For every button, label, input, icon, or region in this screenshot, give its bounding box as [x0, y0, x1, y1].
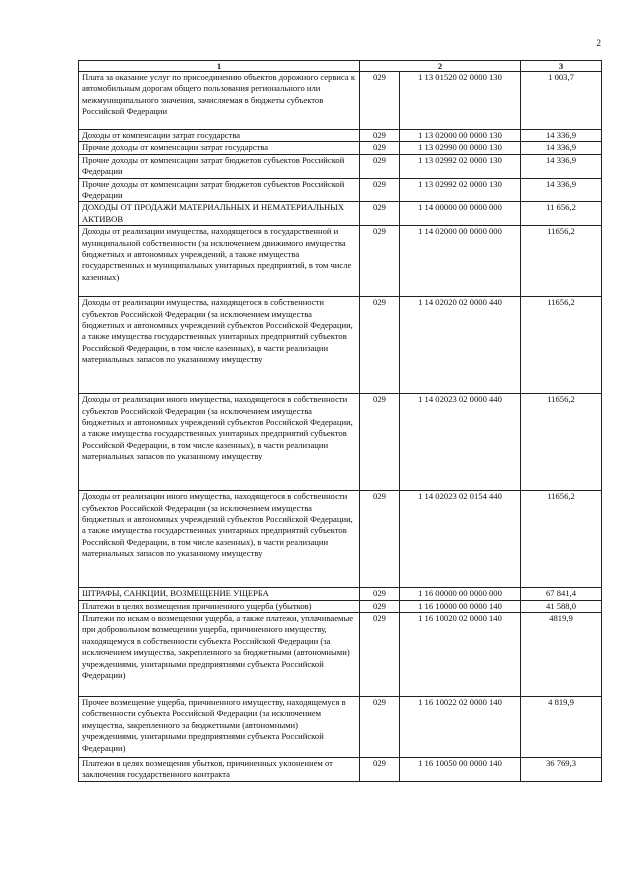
cell-name: Доходы от реализации иного имущества, находящегося в собственности субъектов Российской Федерации (за исключением имущества бюджетных и автономных учреждений субъектов Российской Федерации, а также имущества государственных унитарных предприятий субъектов Российской Федерации, в том числе казенных), в части реализации материальных запасов по указанному имуществу [79, 491, 360, 588]
cell-amount: 14 336,9 [521, 178, 602, 202]
cell-budget-code: 1 16 10022 02 0000 140 [400, 697, 521, 758]
cell-amount: 11656,2 [521, 297, 602, 394]
cell-amount: 11656,2 [521, 491, 602, 588]
cell-budget-code: 1 13 02000 00 0000 130 [400, 130, 521, 142]
cell-budget-code: 1 16 10020 02 0000 140 [400, 613, 521, 697]
cell-amount: 11656,2 [521, 226, 602, 297]
cell-name: ДОХОДЫ ОТ ПРОДАЖИ МАТЕРИАЛЬНЫХ И НЕМАТЕРИАЛЬНЫХ АКТИВОВ [79, 202, 360, 226]
cell-amount: 4 819,9 [521, 697, 602, 758]
cell-amount: 36 769,3 [521, 758, 602, 782]
cell-budget-code: 1 14 02000 00 0000 000 [400, 226, 521, 297]
table-row [79, 142, 602, 154]
table-row [79, 697, 602, 758]
cell-name: Платежи в целях возмещения убытков, причиненных уклонением от заключения государственного контракта [79, 758, 360, 782]
cell-budget-code: 1 13 02992 02 0000 130 [400, 154, 521, 178]
table-header-row [79, 61, 602, 72]
table-row [79, 613, 602, 697]
cell-budget-code: 1 13 01520 02 0000 130 [400, 72, 521, 130]
cell-admin-code: 029 [360, 297, 400, 394]
cell-budget-code: 1 13 02990 00 0000 130 [400, 142, 521, 154]
cell-amount: 4819,9 [521, 613, 602, 697]
cell-amount: 41 588,0 [521, 600, 602, 612]
cell-name: Прочие доходы от компенсации затрат государства [79, 142, 360, 154]
cell-name: Плата за оказание услуг по присоединению объектов дорожного сервиса к автомобильным дорогам общего пользования регионального или межмуниципального значения, зачисляемая в бюджеты субъектов Российской Федерации [79, 72, 360, 130]
cell-amount: 11 656,2 [521, 202, 602, 226]
cell-admin-code: 029 [360, 130, 400, 142]
cell-name: Платежи по искам о возмещении ущерба, а также платежи, уплачиваемые при добровольном возмещении ущерба, причиненного имуществу, находящемуся в собственности субъекта Российской Федерации (за исключением имущества, закрепленного за бюджетными (автономными) учреждениями, унитарными предприятиями субъекта Российской Федерации) [79, 613, 360, 697]
cell-amount: 1 003,7 [521, 72, 602, 130]
table-row [79, 600, 602, 612]
table-body [79, 72, 602, 782]
cell-name: Доходы от реализации иного имущества, находящегося в собственности субъектов Российской Федерации (за исключением имущества бюджетных и автономных учреждений субъектов Российской Федерации, а также имущества государственных унитарных предприятий субъектов Российской Федерации, в том числе казенных), в части реализации материальных запасов по указанному имуществу [79, 394, 360, 491]
table-row [79, 72, 602, 130]
cell-budget-code: 1 14 02023 02 0154 440 [400, 491, 521, 588]
cell-admin-code: 029 [360, 178, 400, 202]
cell-admin-code: 029 [360, 588, 400, 600]
cell-budget-code: 1 14 00000 00 0000 000 [400, 202, 521, 226]
cell-admin-code: 029 [360, 142, 400, 154]
cell-amount: 11656,2 [521, 394, 602, 491]
cell-budget-code: 1 14 02023 02 0000 440 [400, 394, 521, 491]
revenue-table [78, 60, 602, 782]
cell-admin-code: 029 [360, 72, 400, 130]
cell-name: Прочие доходы от компенсации затрат бюджетов субъектов Российской Федерации [79, 178, 360, 202]
cell-name: Платежи в целях возмещения причиненного ущерба (убытков) [79, 600, 360, 612]
cell-name: Прочие доходы от компенсации затрат бюджетов субъектов Российской Федерации [79, 154, 360, 178]
cell-admin-code: 029 [360, 226, 400, 297]
table-row [79, 297, 602, 394]
header-col-3: 3 [521, 61, 602, 72]
cell-amount: 14 336,9 [521, 130, 602, 142]
cell-name: ШТРАФЫ, САНКЦИИ, ВОЗМЕЩЕНИЕ УЩЕРБА [79, 588, 360, 600]
cell-name: Доходы от реализации имущества, находящегося в государственной и муниципальной собственности (за исключением движимого имущества бюджетных и автономных учреждений, а также имущества государственных и муниципальных унитарных предприятий, в том числе казенных) [79, 226, 360, 297]
cell-amount: 14 336,9 [521, 154, 602, 178]
table-row [79, 394, 602, 491]
cell-amount: 14 336,9 [521, 142, 602, 154]
cell-admin-code: 029 [360, 394, 400, 491]
cell-budget-code: 1 16 10000 00 0000 140 [400, 600, 521, 612]
cell-budget-code: 1 13 02992 02 0000 130 [400, 178, 521, 202]
cell-admin-code: 029 [360, 202, 400, 226]
header-col-2: 2 [360, 61, 521, 72]
table-row [79, 226, 602, 297]
cell-admin-code: 029 [360, 491, 400, 588]
cell-name: Доходы от реализации имущества, находящегося в собственности субъектов Российской Федерации (за исключением имущества бюджетных и автономных учреждений субъектов Российской Федерации, а также имущества государственных унитарных предприятий субъектов Российской Федерации, в том числе казенных), в части реализации материальных запасов по указанному имуществу [79, 297, 360, 394]
table-row [79, 758, 602, 782]
table-row [79, 202, 602, 226]
table-row [79, 491, 602, 588]
cell-admin-code: 029 [360, 697, 400, 758]
cell-budget-code: 1 16 10050 00 0000 140 [400, 758, 521, 782]
cell-admin-code: 029 [360, 758, 400, 782]
table-row [79, 178, 602, 202]
cell-name: Доходы от компенсации затрат государства [79, 130, 360, 142]
cell-amount: 67 841,4 [521, 588, 602, 600]
cell-admin-code: 029 [360, 600, 400, 612]
page-number: 2 [596, 38, 601, 48]
table-row [79, 154, 602, 178]
header-col-1: 1 [79, 61, 360, 72]
cell-budget-code: 1 16 00000 00 0000 000 [400, 588, 521, 600]
table-row [79, 130, 602, 142]
cell-admin-code: 029 [360, 154, 400, 178]
cell-admin-code: 029 [360, 613, 400, 697]
cell-name: Прочее возмещение ущерба, причиненного имуществу, находящемуся в собственности субъекта Российской Федерации (за исключением имущества, закрепленного за бюджетными (автономными) учреждениями, унитарными предприятиями субъекта Российской Федерации) [79, 697, 360, 758]
cell-budget-code: 1 14 02020 02 0000 440 [400, 297, 521, 394]
table-row [79, 588, 602, 600]
